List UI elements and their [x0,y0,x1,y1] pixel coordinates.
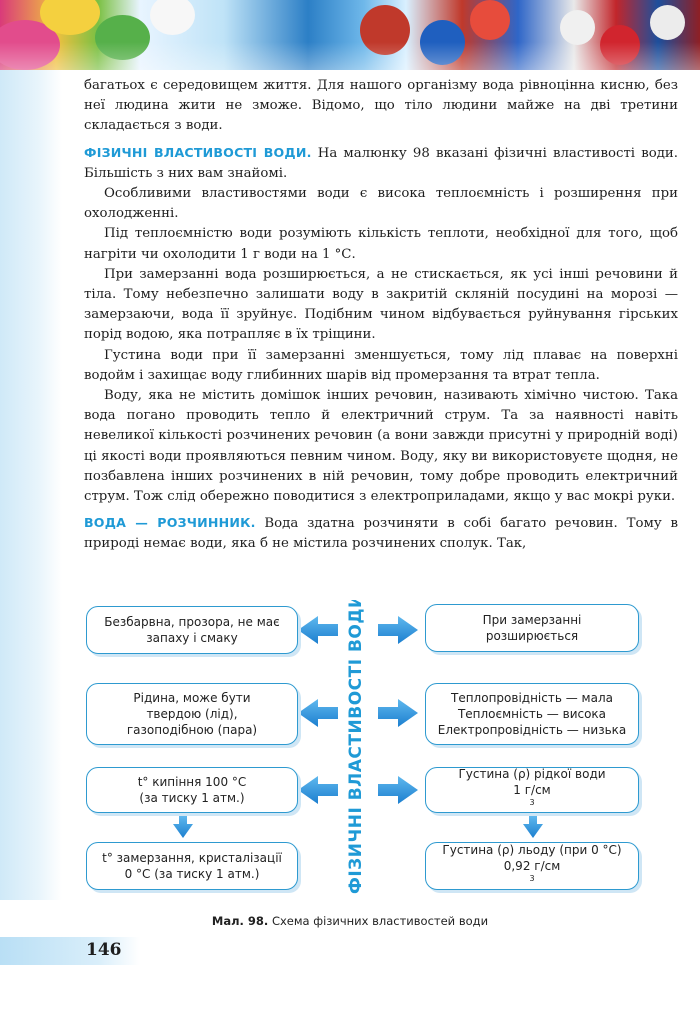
paragraph: При замерзанні вода розширюється, а не стискається, як усі інші речовини й тіла. Тому небезпечно залишати воду в закритій скляній посудині на морозі — замерзаючи, вода її зруйнує. Подібним чином відбувається руйнування гірських порід водою, яка потрапляє в їх тріщини. [84,266,678,343]
caption-label: Мал. 98. [211,914,269,928]
body-text [84,76,678,555]
arrow-right [378,699,418,727]
paragraph: Воду, яка не містить домішок інших речовин, називають хімічно чистою. Така вода погано проводить тепло й електричний струм. Та за наявності навіть невеликої кількості розчинених речовин (а вони завжди присутні у природній воді) ці якості води проявляються певним чином. Воду, яку ви використовуєте щодня, не позбавлена інших розчинених в ній речовин, тому добре проводить електричний струм. Тож слід обережно поводитися з електроприладами, якщо у вас мокрі руки. [84,388,678,505]
center-title-text: ФІЗИЧНІ ВЛАСТИВОСТІ ВОДИ [346,600,366,894]
caption-text: Схема фізичних властивостей води [268,914,489,928]
arrow-left [298,776,338,804]
arrow-down [173,816,193,838]
property-box-conductivity: Теплопровідність — мала Теплоємність — висока Електропровідність — низька [425,683,639,745]
paragraph: ФІЗИЧНІ ВЛАСТИВОСТІ ВОДИ. На малюнку 98 вказані фізичні властивості води. Більшість з них вам знайомі. [84,144,678,181]
arrow-left [298,616,338,644]
arrow-down [523,816,543,838]
property-box-ice-density: Густина (ρ) льоду (при 0 °С) 0,92 г/см $^3$ [425,842,639,890]
arrow-right [378,616,418,644]
paragraph: ВОДА — РОЗЧИННИК. Вода здатна розчиняти в собі багато речовин. Тому в природі немає води, яка б не містила розчинених сполук. Так, [84,515,678,552]
figure-caption [0,914,700,928]
property-box-boiling-point: t° кипіння 100 °С (за тиску 1 атм.) [86,767,298,813]
property-box-liquid-density: Густина (ρ) рідкої води 1 г/см $^3$ [425,767,639,813]
property-box-expansion: При замерзанні розширюється [425,604,639,652]
section-heading: ФІЗИЧНІ ВЛАСТИВОСТІ ВОДИ. [84,144,312,160]
property-box-freezing-point: t° замерзання, кристалізації 0 °С (за тиску 1 атм.) [86,842,298,890]
arrow-left [298,699,338,727]
property-box-states: Рідина, може бути твердою (лід), газоподібною (пара) [86,683,298,745]
paragraph: Особливими властивостями води є висока теплоємність і розширення при охолодженні. [84,186,678,222]
section-heading: ВОДА — РОЗЧИННИК. [84,515,256,531]
paragraph: Під теплоємністю води розуміють кількість теплоти, необхідної для того, щоб нагріти чи охолодити 1 г води на 1 °С. [84,226,678,262]
arrow-right [378,776,418,804]
paragraph: Густина води при її замерзанні зменшується, тому лід плаває на поверхні водойм і захищає воду глибинних шарів від промерзання та втрат тепла. [84,347,678,383]
diagram-center-title [335,600,375,900]
property-box-appearance: Безбарвна, прозора, не має запаху і смаку [86,606,298,654]
header-photo-banner [0,0,700,70]
page-number: 146 [86,940,122,960]
paragraph: багатьох є середовищем життя. Для нашого організму вода рівноцінна кисню, без неї людина жити не зможе. Відомо, що тіло людини майже на дві третини складається з води. [84,78,678,134]
